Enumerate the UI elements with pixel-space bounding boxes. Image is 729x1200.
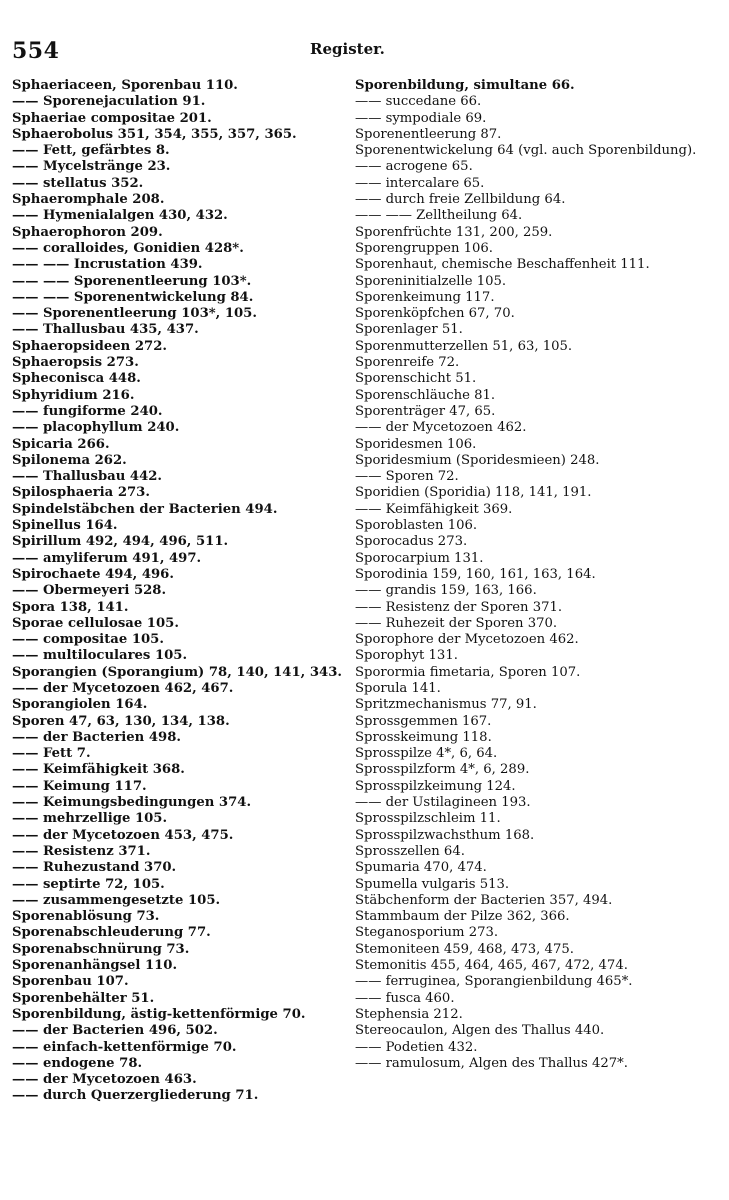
index-entry: Stemonitis 455, 464, 465, 467, 472, 474. — [355, 958, 628, 974]
index-entry: —— Mycelstränge 23. — [12, 159, 171, 175]
index-column-left — [12, 78, 347, 1105]
index-entry: —— fungiforme 240. — [12, 403, 163, 419]
index-entry: Spirillum 492, 494, 496, 511. — [12, 534, 229, 550]
index-entry: Sphaerobolus 351, 354, 355, 357, 365. — [12, 126, 297, 142]
index-entry: —— Thallusbau 442. — [12, 469, 163, 485]
index-entry: Sporenbildung, simultane 66. — [355, 78, 575, 93]
index-entry: Sporenköpfchen 67, 70. — [355, 306, 515, 322]
index-entry: —— Sporenentleerung 103*, 105. — [12, 306, 257, 322]
index-entry: Steganosporium 273. — [355, 925, 499, 941]
index-entry: —— Sporen 72. — [355, 469, 459, 485]
index-entry: —— Ruhezustand 370. — [12, 860, 177, 876]
index-entry: —— endogene 78. — [12, 1055, 143, 1071]
index-entry: Sporenbau 107. — [12, 974, 129, 990]
index-entry: Stephensia 212. — [355, 1006, 463, 1022]
index-entry: Sporenabschleuderung 77. — [12, 925, 211, 941]
index-entry: Stemoniteen 459, 468, 473, 475. — [355, 941, 574, 957]
index-entry: —— compositae 105. — [12, 632, 164, 648]
index-entry: Sporeninitialzelle 105. — [355, 273, 507, 289]
index-entry: Sporophyt 131. — [355, 648, 458, 664]
index-entry: Spora 138, 141. — [12, 599, 129, 615]
index-entry: Sprosspilzkeimung 124. — [355, 778, 516, 794]
index-entry: —— der Bacterien 498. — [12, 729, 181, 745]
index-entry: Sphaerophoron 209. — [12, 224, 163, 240]
index-entry: Sphyridium 216. — [12, 387, 135, 403]
index-entry: —— Keimfähigkeit 368. — [12, 762, 185, 778]
index-entry: Sporenlager 51. — [355, 322, 463, 338]
index-entry: —— mehrzellige 105. — [12, 811, 168, 827]
index-entry: —— sympodiale 69. — [355, 110, 487, 126]
index-entry: Sprossgemmen 167. — [355, 713, 492, 729]
index-entry: —— der Mycetozoen 453, 475. — [12, 827, 234, 843]
index-entry: Sporophore der Mycetozoen 462. — [355, 632, 579, 648]
index-entry: Sporenkeimung 117. — [355, 289, 495, 305]
index-entry: —— acrogene 65. — [355, 159, 473, 175]
index-entry: Spinellus 164. — [12, 518, 118, 534]
index-entry: Spilosphaeria 273. — [12, 485, 150, 501]
index-entry: Sporenträger 47, 65. — [355, 403, 496, 419]
index-entry: —— —— Sporenentwickelung 84. — [12, 289, 254, 305]
index-entry: —— Resistenz 371. — [12, 843, 151, 859]
index-entry: Sporodinia 159, 160, 161, 163, 164. — [355, 566, 596, 582]
index-entry: Sphaeropsideen 272. — [12, 338, 167, 354]
index-entry: Spilonema 262. — [12, 452, 127, 468]
index-column-right — [355, 78, 725, 1072]
index-entry: Sporenentleerung 87. — [355, 126, 502, 142]
index-entry: Sprosspilzwachsthum 168. — [355, 827, 535, 843]
index-entry: Sporocadus 273. — [355, 534, 468, 550]
index-entry: —— stellatus 352. — [12, 175, 144, 191]
index-entry: —— fusca 460. — [355, 990, 455, 1006]
index-entry: —— Thallusbau 435, 437. — [12, 322, 199, 338]
index-entry: Sporenmutterzellen 51, 63, 105. — [355, 338, 573, 354]
index-entry: —— Podetien 432. — [355, 1039, 478, 1055]
index-entry: Sporenschläuche 81. — [355, 387, 496, 403]
index-entry: —— succedane 66. — [355, 94, 482, 110]
index-entry: —— der Mycetozoen 462, 467. — [12, 680, 234, 696]
index-entry: Spumaria 470, 474. — [355, 860, 487, 876]
index-entry: —— Resistenz der Sporen 371. — [355, 599, 563, 615]
index-entry: —— —— Sporenentleerung 103*. — [12, 273, 252, 289]
index-entry: Sporoblasten 106. — [355, 518, 478, 534]
index-entry: Spindelstäbchen der Bacterien 494. — [12, 501, 278, 517]
index-entry: Sporae cellulosae 105. — [12, 615, 179, 631]
index-entry: —— der Ustilagineen 193. — [355, 795, 531, 811]
index-entry: —— Sporenejaculation 91. — [12, 94, 206, 110]
index-entry: —— der Bacterien 496, 502. — [12, 1023, 218, 1039]
index-entry: Sphaeropsis 273. — [12, 355, 139, 371]
index-entry: —— durch Querzergliederung 71. — [12, 1088, 259, 1104]
index-entry: Sporangien (Sporangium) 78, 140, 141, 343. — [12, 664, 342, 680]
index-entry: —— Fett, gefärbtes 8. — [12, 143, 170, 159]
index-entry: Sporenbildung, ästig-kettenförmige 70. — [12, 1006, 306, 1022]
index-entry: —— Keimfähigkeit 369. — [355, 501, 513, 517]
index-entry: Sporenbehälter 51. — [12, 990, 155, 1006]
index-entry: Sporengruppen 106. — [355, 240, 493, 256]
index-entry: —— Ruhezeit der Sporen 370. — [355, 615, 558, 631]
running-header: Register. — [310, 40, 385, 58]
index-entry: —— ferruginea, Sporangienbildung 465*. — [355, 974, 633, 990]
index-entry: Stammbaum der Pilze 362, 366. — [355, 909, 570, 925]
index-entry: —— Keimung 117. — [12, 778, 147, 794]
index-entry: Sprosszellen 64. — [355, 843, 465, 859]
index-entry: Sporenhaut, chemische Beschaffenheit 111. — [355, 257, 650, 273]
index-entry: —— Keimungsbedingungen 374. — [12, 795, 252, 811]
index-entry: Sphaeriae compositae 201. — [12, 110, 212, 126]
index-entry: Sporangiolen 164. — [12, 697, 148, 713]
index-entry: —— der Mycetozoen 463. — [12, 1072, 197, 1088]
index-entry: Sporenentwickelung 64 (vgl. auch Sporenbildung). — [355, 143, 697, 159]
index-entry: —— —— Incrustation 439. — [12, 257, 203, 273]
index-entry: —— Hymenialalgen 430, 432. — [12, 208, 228, 224]
page-number: 554 — [12, 38, 60, 64]
index-entry: Stäbchenform der Bacterien 357, 494. — [355, 892, 613, 908]
index-entry: Sprosskeimung 118. — [355, 729, 492, 745]
index-entry: —— septirte 72, 105. — [12, 876, 165, 892]
index-entry: Sporidesmium (Sporidesmieen) 248. — [355, 452, 600, 468]
index-entry: —— amyliferum 491, 497. — [12, 550, 202, 566]
index-entry: —— der Mycetozoen 462. — [355, 420, 527, 436]
index-entry: Stereocaulon, Algen des Thallus 440. — [355, 1023, 605, 1039]
index-entry: Spheconisca 448. — [12, 371, 141, 387]
index-entry: Spritzmechanismus 77, 91. — [355, 697, 537, 713]
index-entry: —— Obermeyeri 528. — [12, 583, 167, 599]
index-entry: Sporenanhängsel 110. — [12, 958, 178, 974]
index-entry: —— multiloculares 105. — [12, 648, 188, 664]
index-entry: Sphaeriaceen, Sporenbau 110. — [12, 78, 238, 93]
index-entry: —— zusammengesetzte 105. — [12, 892, 221, 908]
index-entry: Sporen 47, 63, 130, 134, 138. — [12, 713, 230, 729]
index-entry: Sporenablösung 73. — [12, 909, 160, 925]
index-entry: —— einfach-kettenförmige 70. — [12, 1039, 237, 1055]
index-entry: —— intercalare 65. — [355, 175, 485, 191]
index-entry: Sphaeromphale 208. — [12, 192, 165, 208]
index-entry: Sporenabschnürung 73. — [12, 941, 190, 957]
index-entry: Spicaria 266. — [12, 436, 110, 452]
index-entry: Sporocarpium 131. — [355, 550, 484, 566]
index-entry: Sporenreife 72. — [355, 355, 460, 371]
index-entry: Sporidien (Sporidia) 118, 141, 191. — [355, 485, 592, 501]
index-entry: —— —— Zelltheilung 64. — [355, 208, 523, 224]
index-entry: Sporenschicht 51. — [355, 371, 477, 387]
index-entry: Sporula 141. — [355, 680, 441, 696]
index-entry: Sprosspilzschleim 11. — [355, 811, 501, 827]
index-entry: Sporormia fimetaria, Sporen 107. — [355, 664, 581, 680]
index-entry: —— coralloides, Gonidien 428*. — [12, 240, 244, 256]
index-entry: Spumella vulgaris 513. — [355, 876, 510, 892]
index-entry: —— grandis 159, 163, 166. — [355, 583, 537, 599]
index-entry: Sprosspilzform 4*, 6, 289. — [355, 762, 530, 778]
index-entry: —— Fett 7. — [12, 746, 91, 762]
index-entry: Spirochaete 494, 496. — [12, 566, 174, 582]
index-entry: Sporenfrüchte 131, 200, 259. — [355, 224, 553, 240]
index-entry: —— ramulosum, Algen des Thallus 427*. — [355, 1055, 628, 1071]
index-entry: —— placophyllum 240. — [12, 420, 180, 436]
index-entry: —— durch freie Zellbildung 64. — [355, 192, 566, 208]
index-entry: Sprosspilze 4*, 6, 64. — [355, 746, 498, 762]
index-entry: Sporidesmen 106. — [355, 436, 477, 452]
